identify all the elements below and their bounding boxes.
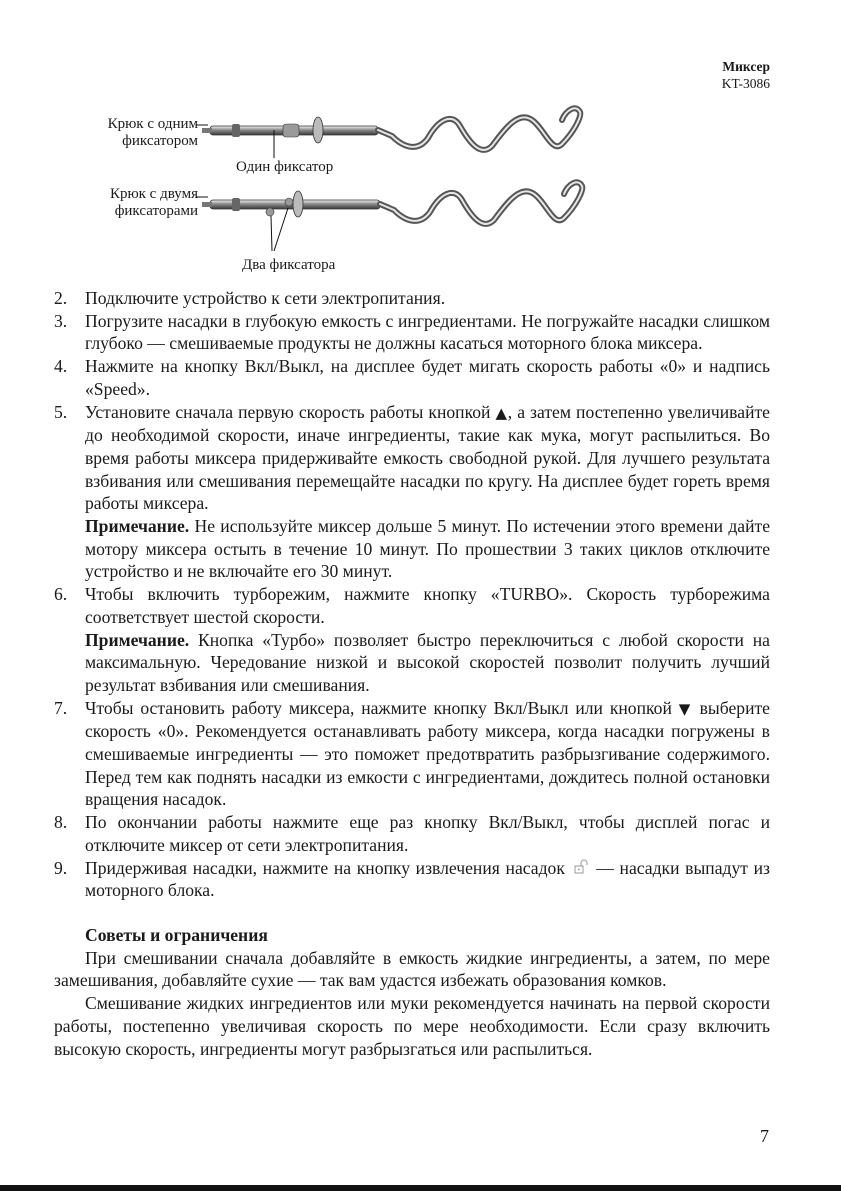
hook-two-latches (202, 182, 582, 224)
page-header (722, 58, 770, 92)
tips-paragraph: Смешивание жидких ингредиентов или муки рекомендуется начинать на первой скорости работы, постепенно увеличивая скорость по мере необходимости. Если сразу включить высокую скорость, ингредиенты могут разбрызгаться или распылиться. (54, 993, 770, 1059)
list-item: 9. Придерживая насадки, нажмите на кнопку извлечения насадок — насадки выпадут из моторного блока. (54, 857, 771, 901)
hook-two-label: Крюк с двумя фиксаторами (109, 186, 198, 219)
note: Примечание. Не используйте миксер дольше 5 минут. По истечении этого времени дайте мотору миксера остыть в течение 10 минут. По прошествии 3 таких циклов отключите устройство и не включайте его 30 минут. (85, 516, 771, 582)
list-item: 7. Чтобы остановить работу миксера, нажмите кнопку Вкл/Выкл или кнопкой ▼ выберите скорость «0». Рекомендуется останавливать работу миксера, когда насадки погружены в смешиваемые ингредиенты — это поможет предотвратить разбрызгивание содержимого. Перед тем как поднять насадки из емкости с ингредиентами, дождитесь полной остановки вращения насадок. (54, 697, 770, 810)
header-product: Миксер (722, 59, 770, 74)
tips-title: Советы и ограничения (85, 924, 268, 945)
note: Примечание. Кнопка «Турбо» позволяет быстро переключиться с любой скорости на максимальную. Чередование низкой и высокой скоростей позволит получить лучший результат взбивания или смешивания. (85, 629, 770, 695)
hook-one-latch (202, 108, 580, 150)
page-number: 7 (760, 1126, 769, 1146)
header-model: KT-3086 (721, 76, 770, 91)
list-item: 3. Погрузите насадки в глубокую емкость с ингредиентами. Не погружайте насадки слишком глубоко — смешиваемые продукты не должны касаться моторного блока миксера. (54, 310, 770, 354)
hook-one-label: Крюк с одним фиксатором (107, 116, 198, 149)
list-item: 8. По окончании работы нажмите еще раз кнопку Вкл/Выкл, чтобы дисплей погас и отключите миксер от сети электропитания. (54, 812, 770, 855)
list-item: 6. Чтобы включить турборежим, нажмите кнопку «TURBO». Скорость турборежима соответствует шестой скорости. (54, 584, 770, 627)
speed-up-triangle-icon: ▲ (495, 403, 508, 422)
list-item: 4. Нажмите на кнопку Вкл/Выкл, на дисплее будет мигать скорость работы «0» и надпись «Speed». (54, 356, 770, 399)
steps-list (54, 287, 770, 902)
dough-hooks-figure (0, 100, 841, 280)
tips-paragraph: При смешивании сначала добавляйте в емкость жидкие ингредиенты, а затем, по мере замешивания, добавляйте сухие — так вам удастся избежать образования комков. (54, 947, 770, 991)
speed-down-triangle-icon: ▼ (678, 699, 693, 718)
one-latch-callout: Один фиксатор (236, 159, 334, 175)
bottom-rule (0, 1185, 841, 1191)
instructions-content (54, 287, 770, 1060)
two-latches-callout: Два фиксатора (242, 257, 336, 273)
list-item: 5. Установите сначала первую скорость работы кнопкой ▲, а затем постепенно увеличивайте до необходимой скорости, иначе ингредиенты, такие как мука, могут распылиться. Во время работы миксера придерживайте емкость свободной рукой. Для лучшего результата взбивания или смешивания перемещайте насадки по кругу. На дисплее будет гореть время работы миксера. (54, 401, 770, 514)
list-item: 2. Подключите устройство к сети электропитания. (54, 288, 446, 308)
release-lock-icon (573, 859, 589, 875)
